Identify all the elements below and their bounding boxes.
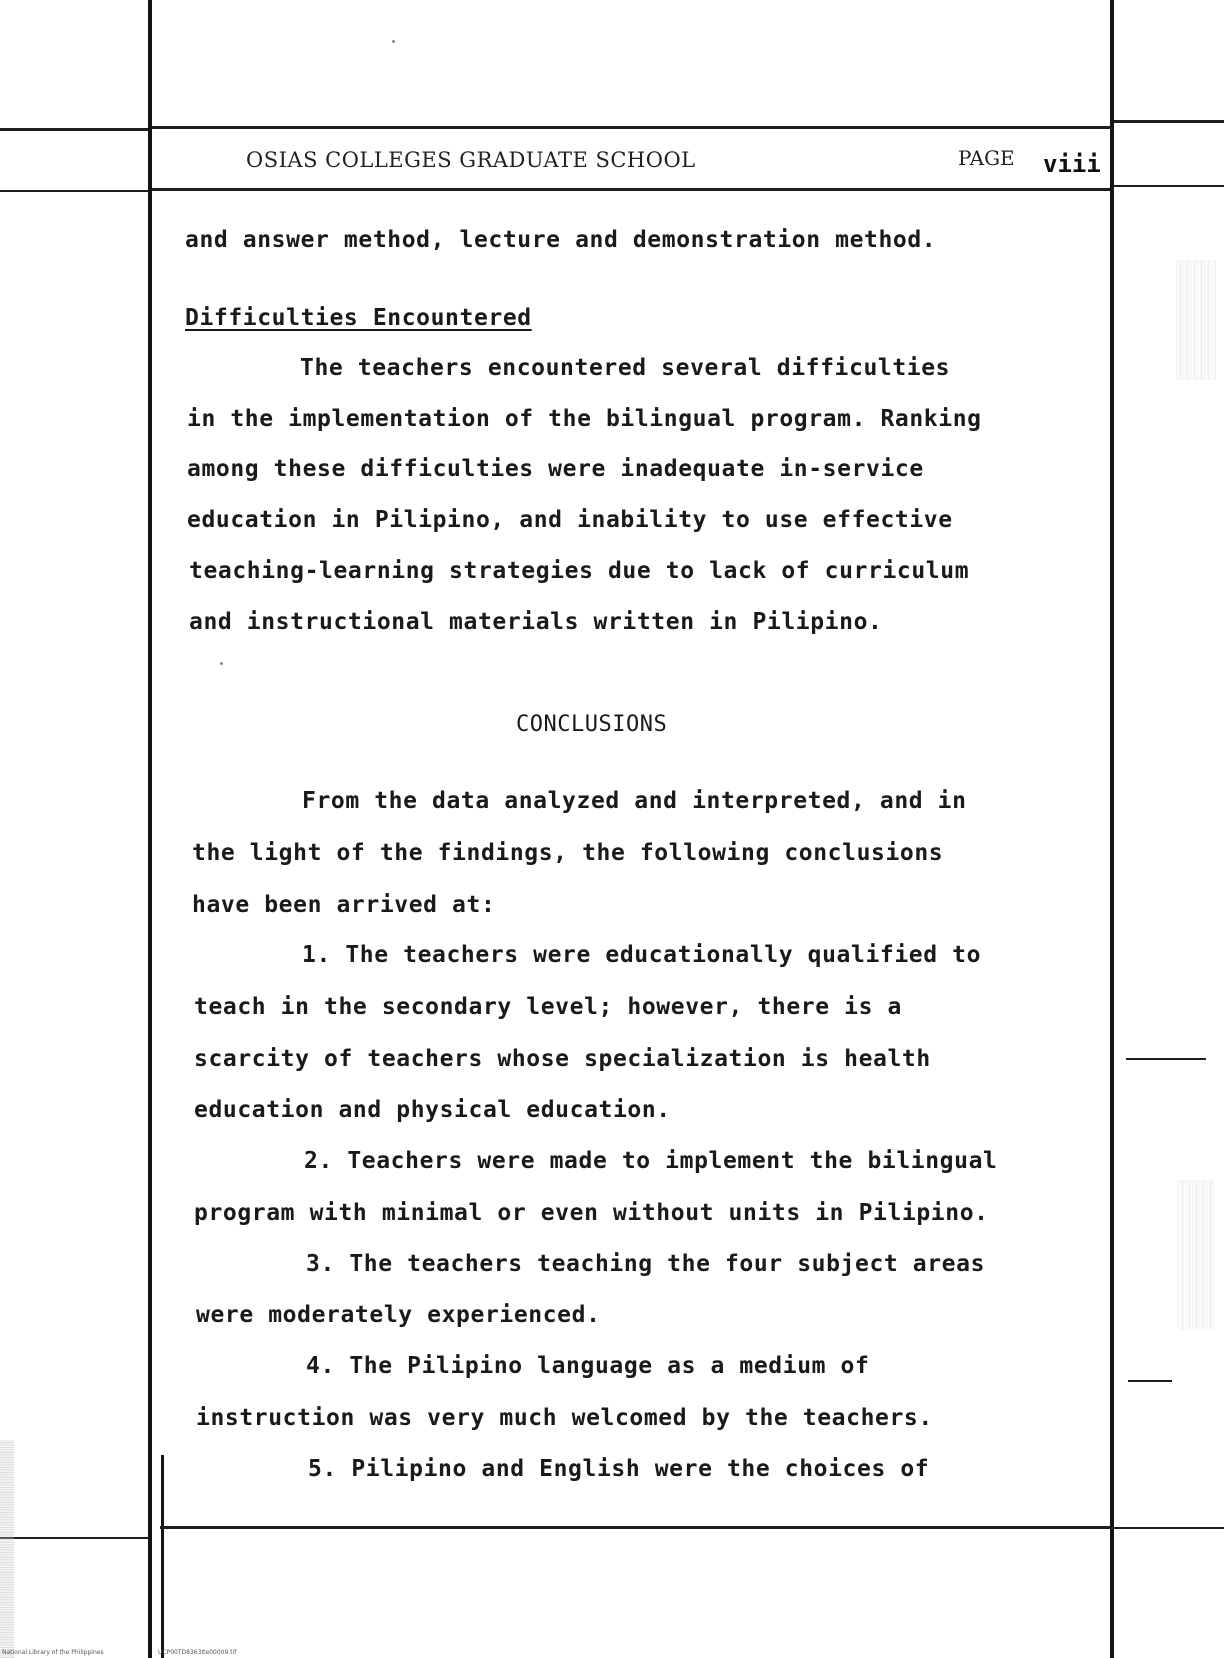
difficulties-line: in the implementation of the bilingual program. Ranking: [187, 406, 982, 432]
header-bottom-rule-right: [1114, 185, 1224, 187]
difficulties-line: and instructional materials written in Pilipino.: [189, 609, 883, 635]
footer-rule-left: [0, 1537, 148, 1539]
right-margin-rule: [1110, 0, 1114, 1658]
conclusion-item-line: scarcity of teachers whose specialization is health: [194, 1046, 931, 1072]
scan-noise-right: [1176, 260, 1216, 380]
speck: [220, 662, 223, 665]
conclusions-intro-line: have been arrived at:: [192, 892, 496, 918]
header-top-rule: [0, 128, 148, 131]
conclusion-item-line: 4. The Pilipino language as a medium of: [306, 1353, 870, 1379]
intro-line: and answer method, lecture and demonstration method.: [185, 227, 937, 253]
page-number: viii: [1043, 150, 1101, 178]
footer-rule-main: [160, 1526, 1110, 1529]
conclusion-item-line: program with minimal or even without units in Pilipino.: [194, 1200, 989, 1226]
header-bottom-rule-left: [0, 190, 148, 192]
header-top-rule-right: [1114, 120, 1224, 123]
scan-noise-right-lower: [1178, 1180, 1214, 1330]
library-note: National Library of the Philippines: [2, 1649, 104, 1656]
difficulties-line: The teachers encountered several difficulties: [300, 355, 951, 381]
header-bottom-rule-main: [152, 188, 1110, 191]
conclusion-item-line: 2. Teachers were made to implement the bilingual: [304, 1148, 998, 1174]
left-margin-rule: [148, 0, 152, 1658]
conclusion-item-line: were moderately experienced.: [196, 1302, 601, 1328]
conclusion-item-line: instruction was very much welcomed by the teachers.: [196, 1405, 933, 1431]
file-id: UCP00TD8363Ite00009.tif: [158, 1649, 237, 1656]
conclusion-item-line: education and physical education.: [194, 1097, 671, 1123]
page-label: PAGE: [958, 146, 1015, 170]
conclusions-intro-line: From the data analyzed and interpreted, and in: [302, 788, 967, 814]
right-tick-mark-1: [1126, 1058, 1206, 1060]
header-top-rule-main: [152, 126, 1110, 129]
scan-noise-left: [0, 1440, 14, 1658]
conclusion-item-line: 3. The teachers teaching the four subject areas: [306, 1251, 986, 1277]
difficulties-line: among these difficulties were inadequate in-service: [187, 456, 924, 482]
footer-rule-right: [1114, 1527, 1224, 1529]
conclusion-item-line: 1. The teachers were educationally qualified to: [302, 942, 982, 968]
speck: [392, 40, 395, 43]
conclusion-item-line: teach in the secondary level; however, there is a: [194, 994, 902, 1020]
left-margin-rule-inner: [161, 1455, 164, 1658]
school-name-header: OSIAS COLLEGES GRADUATE SCHOOL: [246, 148, 696, 172]
conclusion-item-line: 5. Pilipino and English were the choices of: [308, 1456, 930, 1482]
conclusions-heading: CONCLUSIONS: [516, 712, 668, 737]
conclusions-intro-line: the light of the findings, the following conclusions: [192, 840, 944, 866]
difficulties-line: education in Pilipino, and inability to use effective: [187, 507, 953, 533]
difficulties-heading: Difficulties Encountered: [185, 305, 532, 331]
right-tick-mark-2: [1128, 1380, 1172, 1382]
difficulties-line: teaching-learning strategies due to lack of curriculum: [189, 558, 970, 584]
